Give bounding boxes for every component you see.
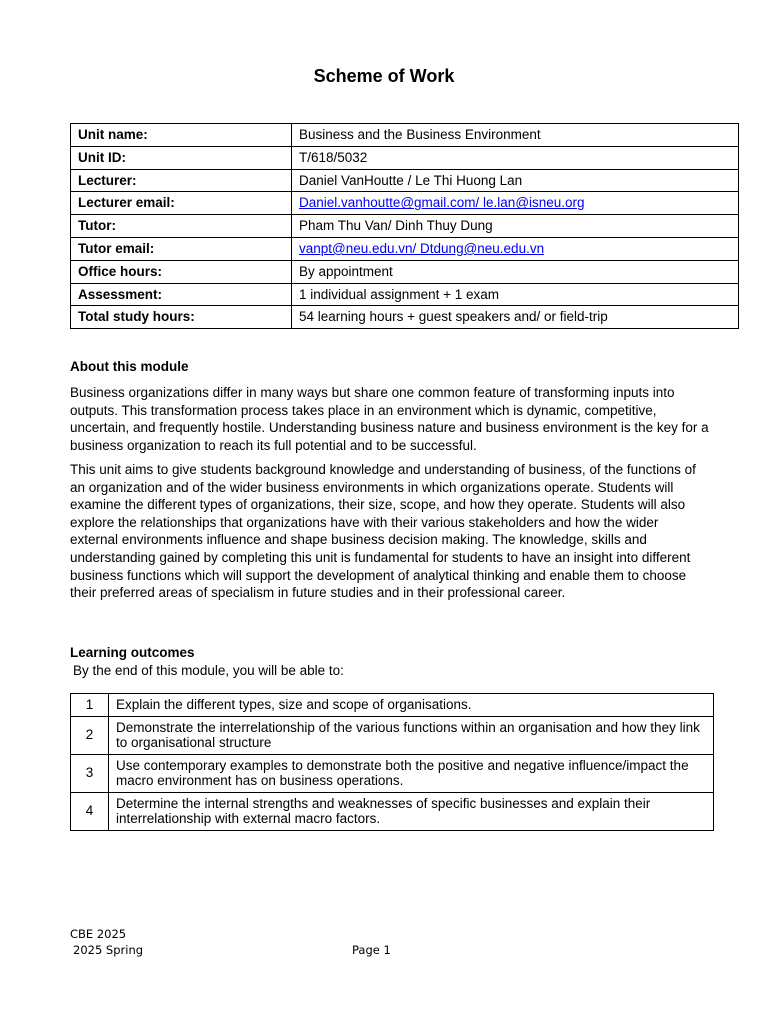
info-label: Lecturer email: — [71, 192, 292, 215]
outcome-text: Explain the different types, size and scope of organisations. — [109, 694, 714, 717]
table-row — [71, 124, 739, 147]
info-label: Tutor email: — [71, 237, 292, 260]
tutor-email-link[interactable]: vanpt@neu.edu.vn/ Dtdung@neu.edu.vn — [299, 240, 545, 256]
learning-outcomes-intro: By the end of this module, you will be able to: — [73, 663, 344, 678]
table-row — [71, 754, 714, 792]
outcome-text: Use contemporary examples to demonstrate both the positive and negative influence/impact the macro environment has on business operations. — [109, 754, 714, 792]
info-value-cell — [292, 237, 739, 260]
footer-page-number: Page 1 — [352, 943, 391, 957]
info-label: Unit ID: — [71, 146, 292, 169]
info-value: Business and the Business Environment — [292, 124, 739, 147]
info-value: T/618/5032 — [292, 146, 739, 169]
info-label: Lecturer: — [71, 169, 292, 192]
about-heading: About this module — [70, 359, 189, 374]
table-row — [71, 306, 739, 329]
info-label: Total study hours: — [71, 306, 292, 329]
info-label: Tutor: — [71, 215, 292, 238]
info-value: 1 individual assignment + 1 exam — [292, 283, 739, 306]
info-value: By appointment — [292, 260, 739, 283]
outcome-number: 2 — [71, 716, 109, 754]
info-value: 54 learning hours + guest speakers and/ or field-trip — [292, 306, 739, 329]
info-label: Office hours: — [71, 260, 292, 283]
outcome-number: 1 — [71, 694, 109, 717]
info-value-cell — [292, 192, 739, 215]
footer-course-code: CBE 2025 — [70, 927, 127, 941]
info-value: Pham Thu Van/ Dinh Thuy Dung — [292, 215, 739, 238]
table-row — [71, 192, 739, 215]
info-label: Assessment: — [71, 283, 292, 306]
outcome-text: Demonstrate the interrelationship of the various functions within an organisation and how they link to organisational structure — [109, 716, 714, 754]
table-row — [71, 146, 739, 169]
table-row — [71, 215, 739, 238]
outcome-text: Determine the internal strengths and weaknesses of specific businesses and explain their interrelationship with external macro factors. — [109, 792, 714, 830]
info-value: Daniel VanHoutte / Le Thi Huong Lan — [292, 169, 739, 192]
footer-term: 2025 Spring — [73, 943, 144, 957]
table-row — [71, 283, 739, 306]
table-row — [71, 694, 714, 717]
info-label: Unit name: — [71, 124, 292, 147]
about-paragraph: Business organizations differ in many ways but share one common feature of transforming inputs into outputs. This transformation process takes place in an environment which is dynamic, competitive, uncertain, and frequently hostile. Understanding business nature and business environment is the key for a business organization to reach its full potential and to be successful. — [70, 385, 709, 453]
table-row — [71, 716, 714, 754]
outcome-number: 3 — [71, 754, 109, 792]
table-row — [71, 169, 739, 192]
lecturer-email-link[interactable]: Daniel.vanhoutte@gmail.com/ le.lan@isneu.org — [299, 195, 585, 211]
outcome-number: 4 — [71, 792, 109, 830]
table-row — [71, 260, 739, 283]
unit-info-table — [70, 123, 739, 329]
page-title: Scheme of Work — [313, 66, 455, 86]
table-row — [71, 237, 739, 260]
table-row — [71, 792, 714, 830]
about-paragraph: This unit aims to give students background knowledge and understanding of business, of the functions of an organization and of the wider business environments in which organizations operate. Students will examine the different types of organizations, their size, scope, and how they operate. Students will also explore the relationships that organizations have with their various stakeholders and how the wider external environments influence and shape business decision making. The knowledge, skills and understanding gained by completing this unit is fundamental for students to have an insight into different business functions which will support the development of analytical thinking and enable them to choose their preferred areas of specialism in future studies and in their professional career. — [70, 462, 696, 601]
learning-outcomes-table — [70, 693, 714, 831]
learning-outcomes-heading: Learning outcomes — [70, 645, 195, 660]
